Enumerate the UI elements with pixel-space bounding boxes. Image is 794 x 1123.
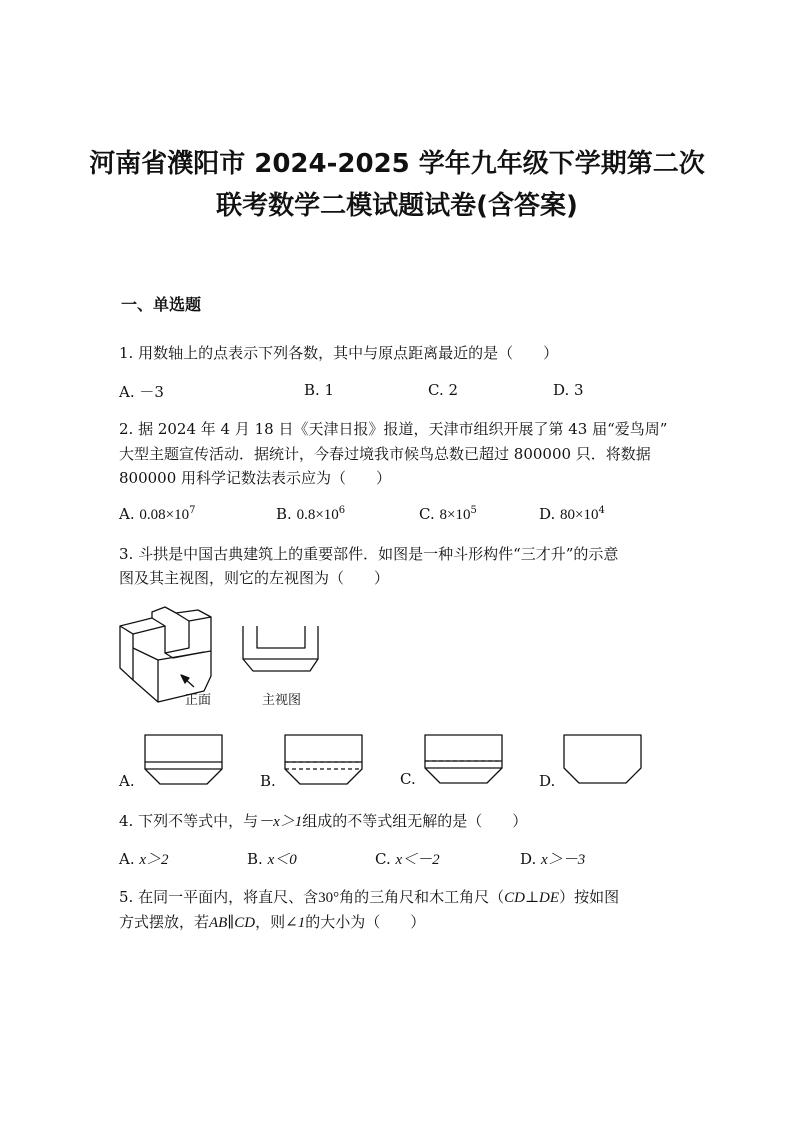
caption-front: 正面 [185,693,212,708]
option-b-drawing [285,735,362,784]
question-1-stem: 1. 用数轴上的点表示下列各数，其中与原点距离最近的是（ ） [119,344,559,362]
question-2-option-c: C. $8\times 10^5$ [419,505,477,523]
question-2-option-b: B. $0.8\times 10^6$ [276,505,346,523]
question-5-line-1: 5. 在同一平面内，将直尺、含30°角的三角尺和木工角尺（CD⊥DE）按如图 [119,888,620,906]
question-5-line-2: 方式摆放，若AB∥CD，则∠1的大小为（ ） [119,913,426,931]
question-2-line-1: 2. 据 2024 年 4 月 18 日《天津日报》报道，天津市组织开展了第 43 届“爱鸟周” [119,420,668,438]
dougong-3d-illustration [120,607,211,702]
document-title-line-2: 联考数学二模试题试卷(含答案) [216,191,578,221]
question-4-option-b: B. x＜0 [247,850,297,868]
question-3-option-d: D. [539,772,556,790]
option-a-drawing [145,735,222,784]
question-4-option-a: A. x＞2 [119,850,169,868]
question-2-option-a: A. $0.08\times 10^7$ [119,505,196,523]
question-1-option-c: C. 2 [428,381,459,399]
caption-main-view: 主视图 [262,693,302,708]
question-1-option-b: B. 1 [304,381,335,399]
question-3-option-a: A. [119,772,135,790]
option-d-drawing [564,735,641,783]
question-3-option-b: B. [260,772,276,790]
question-1-option-d: D. 3 [553,381,584,399]
question-3-line-1: 3. 斗拱是中国古典建筑上的重要部件．如图是一种斗形构件“三才升”的示意 [119,545,619,563]
question-2-line-3: 800000 用科学记数法表示应为（ ） [119,469,392,487]
question-4-option-c: C. x＜－2 [375,850,440,868]
main-view-drawing [243,626,318,671]
question-3-option-c: C. [400,770,416,788]
question-2-line-2: 大型主题宣传活动．据统计，今春过境我市候鸟总数已超过 800000 只．将数据 [119,445,651,463]
option-c-drawing [425,735,502,783]
question-4-stem: 4. 下列不等式中，与－x＞1组成的不等式组无解的是（ ） [119,812,528,830]
section-heading: 一、单选题 [121,295,202,314]
document-title-line-1: 河南省濮阳市 2024-2025 学年九年级下学期第二次 [89,149,705,179]
question-3-line-2: 图及其主视图，则它的左视图为（ ） [119,569,390,587]
question-1-option-a: A. －3 [119,383,164,401]
front-arrow-icon [181,675,194,687]
question-2-option-d: D. $80\times 10^4$ [539,505,605,523]
question-4-option-d: D. x＞－3 [520,850,586,868]
